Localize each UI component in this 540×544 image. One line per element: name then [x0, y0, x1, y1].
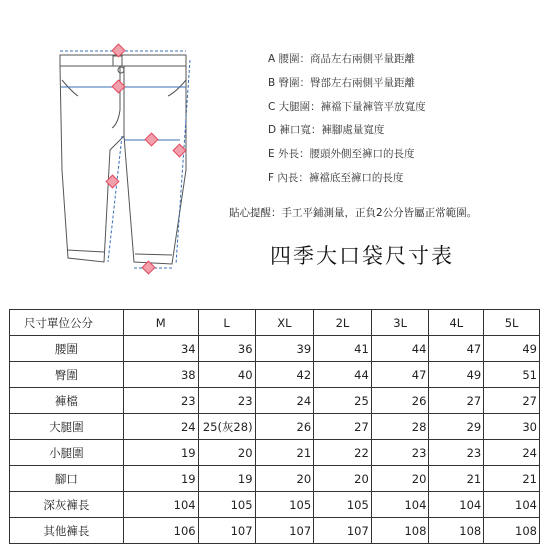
marker-c-icon	[145, 133, 158, 146]
size-header: 3L	[371, 310, 429, 336]
waistband-tab	[113, 56, 122, 66]
legend-item-c: C 大腿圍：褲襠下量褲管平放寬度	[268, 100, 426, 113]
outer-length-line	[176, 60, 190, 264]
table-cell: 23	[429, 440, 484, 466]
table-cell: 29	[429, 414, 484, 440]
table-cell: 40	[198, 362, 255, 388]
size-header: M	[123, 310, 198, 336]
legend-item-d: D 褲口寬：褲腳處量寬度	[268, 124, 385, 137]
measurement-lines	[60, 51, 190, 268]
table-cell: 104	[484, 492, 540, 518]
table-row	[10, 440, 540, 466]
pants-silhouette	[60, 66, 186, 264]
table-cell: 108	[484, 518, 540, 544]
table-cell: 28	[371, 414, 429, 440]
table-cell: 51	[484, 362, 540, 388]
table-cell: 49	[429, 362, 484, 388]
marker-b-icon	[112, 80, 125, 93]
left-pocket	[62, 80, 78, 96]
measurement-markers	[106, 44, 186, 274]
table-cell: 42	[255, 362, 314, 388]
table-cell: 21	[429, 466, 484, 492]
table-cell: 49	[484, 336, 540, 362]
measurement-legend	[268, 48, 538, 191]
table-cell: 41	[314, 336, 372, 362]
table-cell: 20	[198, 440, 255, 466]
page-title: 四季大口袋尺寸表	[270, 244, 454, 268]
left-hem-line	[67, 250, 104, 252]
table-cell: 108	[371, 518, 429, 544]
table-cell: 26	[371, 388, 429, 414]
table-cell: 104	[123, 492, 198, 518]
table-cell: 27	[484, 388, 540, 414]
legend-item-f: F 內長：褲襠底至褲口的長度	[268, 171, 404, 184]
table-cell: 24	[255, 388, 314, 414]
table-cell: 25	[314, 388, 372, 414]
table-row	[10, 388, 540, 414]
table-row	[10, 492, 540, 518]
table-cell: 30	[484, 414, 540, 440]
table-cell: 27	[314, 414, 372, 440]
table-cell: 107	[314, 518, 372, 544]
table-cell: 105	[198, 492, 255, 518]
table-cell: 106	[123, 518, 198, 544]
row-label: 深灰褲長	[10, 492, 124, 518]
legend-item-a: A 腰圍：商品左右兩側平量距離	[268, 53, 416, 65]
size-header: 4L	[429, 310, 484, 336]
table-cell: 20	[255, 466, 314, 492]
table-cell: 47	[429, 336, 484, 362]
table-cell: 44	[371, 336, 429, 362]
table-corner-header: 尺寸單位公分	[10, 310, 124, 336]
table-cell: 104	[429, 492, 484, 518]
table-cell: 22	[314, 440, 372, 466]
table-cell: 105	[255, 492, 314, 518]
table-cell: 19	[123, 466, 198, 492]
row-label: 臀圍	[10, 362, 124, 388]
table-cell: 24	[123, 414, 198, 440]
size-header: 5L	[484, 310, 540, 336]
table-cell: 23	[123, 388, 198, 414]
table-cell: 108	[429, 518, 484, 544]
table-cell: 39	[255, 336, 314, 362]
row-label: 褲檔	[10, 388, 124, 414]
table-cell: 34	[123, 336, 198, 362]
table-cell: 23	[198, 388, 255, 414]
table-cell: 21	[255, 440, 314, 466]
row-label: 腳口	[10, 466, 124, 492]
table-row	[10, 362, 540, 388]
table-cell: 19	[123, 440, 198, 466]
table-row	[10, 466, 540, 492]
table-cell: 19	[198, 466, 255, 492]
table-cell: 44	[314, 362, 372, 388]
table-cell: 47	[371, 362, 429, 388]
row-label: 其他褲長	[10, 518, 124, 544]
table-cell: 38	[123, 362, 198, 388]
legend-item-b: B 臀圍：臀部左右兩側平量距離	[268, 76, 416, 89]
table-cell: 25(灰28)	[198, 414, 255, 440]
row-label: 小腿圍	[10, 440, 124, 466]
table-cell: 104	[371, 492, 429, 518]
waistband	[60, 55, 186, 66]
measurement-note: 貼心提醒：手工平鋪測量，正負2公分皆屬正常範圍。	[229, 207, 478, 219]
button-icon	[118, 67, 124, 73]
table-cell: 105	[314, 492, 372, 518]
table-cell: 107	[255, 518, 314, 544]
table-row	[10, 414, 540, 440]
table-cell: 20	[314, 466, 372, 492]
table-cell: 27	[429, 388, 484, 414]
fly-stitch	[112, 66, 120, 128]
right-pocket	[168, 80, 186, 96]
right-hem-line	[135, 254, 172, 255]
size-header: L	[198, 310, 255, 336]
table-cell: 36	[198, 336, 255, 362]
table-cell: 107	[198, 518, 255, 544]
size-header: 2L	[314, 310, 372, 336]
size-table	[9, 309, 540, 544]
table-header-row	[10, 310, 540, 336]
row-label: 腰圍	[10, 336, 124, 362]
table-cell: 26	[255, 414, 314, 440]
legend-item-e: E 外長：腰頭外側至褲口的長度	[268, 148, 415, 161]
table-cell: 23	[371, 440, 429, 466]
table-cell: 21	[484, 466, 540, 492]
table-cell: 20	[371, 466, 429, 492]
size-header: XL	[255, 310, 314, 336]
row-label: 大腿圍	[10, 414, 124, 440]
table-cell: 24	[484, 440, 540, 466]
table-row	[10, 336, 540, 362]
